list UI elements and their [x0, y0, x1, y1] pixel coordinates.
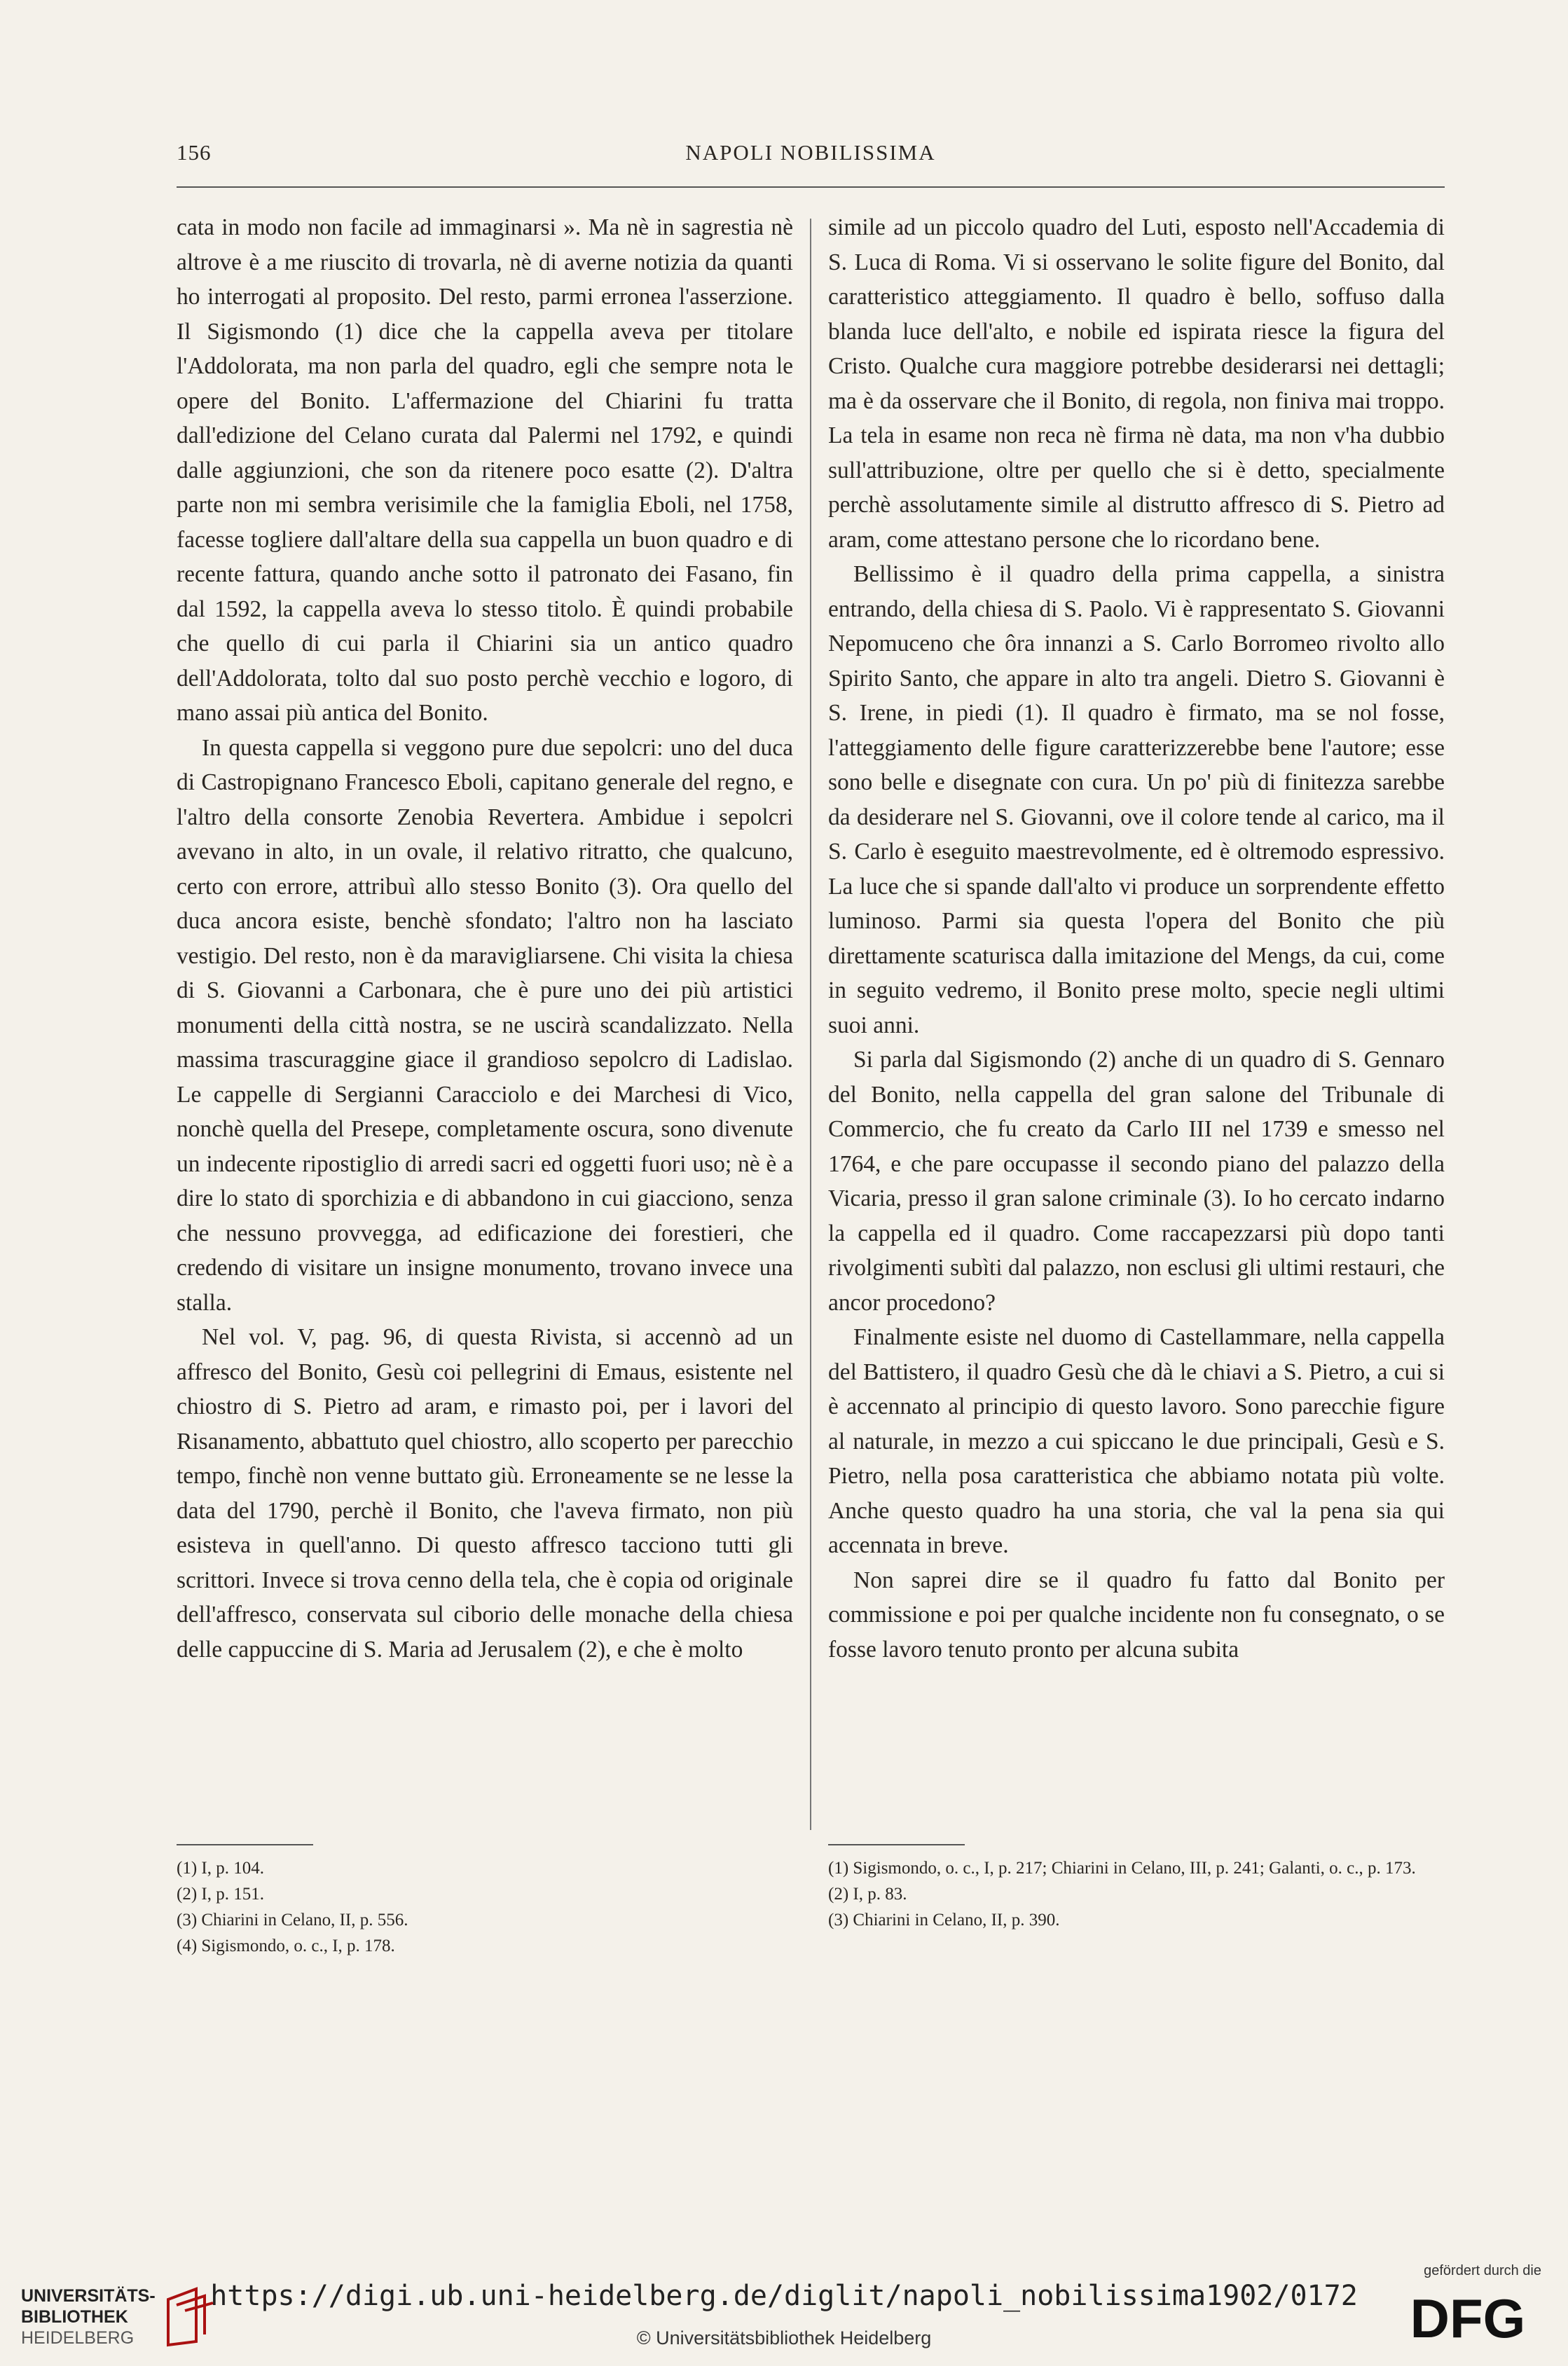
right-column	[828, 210, 1445, 1667]
column-divider	[810, 219, 811, 1830]
dfg-logo-mark	[1394, 2291, 1541, 2347]
left-column	[177, 210, 793, 1667]
paragraph: Si parla dal Sigismondo (2) anche di un quadro di S. Gennaro del Bonito, nella cappella del gran salone del Tribunale di Commercio, che fu creato da Carlo III nel 1739 e smesso nel 1764, e che pare occupasse il secondo piano del palazzo della Vicaria, presso il gran salone criminale (3). Io ho cercato indarno la cappella ed il quadro. Come raccapezzarsi più dopo tanti rivolgimenti subìti dal palazzo, non esclusi gli ultimi restauri, che ancor procedono?	[828, 1047, 1445, 1316]
footnotes-left	[177, 1855, 793, 1959]
page-number: 156	[177, 140, 212, 165]
footnote: (2) I, p. 83.	[828, 1885, 907, 1904]
footnote: (1) I, p. 104.	[177, 1859, 264, 1878]
paragraph: Bellissimo è il quadro della prima cappella, a sinistra entrando, della chiesa di S. Paolo. Vi è rappresentato S. Giovanni Nepomuceno che ôra innanzi a S. Carlo Borromeo rivolto allo Spirito Santo, che appare in alto tra angeli. Dietro S. Giovanni è S. Irene, in piedi (1). Il quadro è firmato, ma se nol fosse, l'atteggiamento delle figure caratterizzerebbe bene l'autore; esse sono belle e disegnate con cura. Un po' più di finitezza sarebbe da desiderare nel S. Giovanni, ove il colore tende al carico, ma il S. Carlo è eseguito maestrevolmente, ed è oltremodo espressivo. La luce che si spande dall'alto vi produce un sorprendente effetto luminoso. Parmi sia questa l'opera del Bonito che più direttamente scaturisca dalla imitazione del Mengs, da cui, come in seguito vedremo, il Bonito prese molto, specie negli ultimi suoi anni.	[828, 561, 1445, 1038]
copyright-notice: © Universitätsbibliothek Heidelberg	[636, 2327, 932, 2348]
footnote-rule	[828, 1844, 965, 1845]
paragraph: simile ad un piccolo quadro del Luti, esposto nell'Accademia di S. Luca di Roma. Vi si osservano le solite figure del Bonito, dal caratteristico atteggiamento. Il quadro è bello, soffuso dalla blanda luce dell'alto, e nobile ed ispirata riesce la figura del Cristo. Qualche cura maggiore potrebbe desiderarsi nei dettagli; ma è da osservare che il Bonito, di regola, non finiva mai troppo. La tela in esame non reca nè firma nè data, ma non v'ha dubbio sull'attribuzione, oltre per quello che si è detto, specialmente perchè assolutamente simile al distrutto affresco di S. Pietro ad aram, come attestano persone che lo ricordano bene.	[828, 214, 1445, 553]
journal-title: NAPOLI NOBILISSIMA	[685, 140, 936, 165]
footnote: (1) Sigismondo, o. c., I, p. 217; Chiarini in Celano, III, p. 241; Galanti, o. c., p. 173.	[828, 1859, 1416, 1878]
dfg-logo-text: DFG	[1410, 2291, 1526, 2347]
header-rule	[177, 186, 1445, 188]
viewer-footer	[0, 2242, 1568, 2366]
paragraph: In questa cappella si veggono pure due sepolcri: uno del duca di Castropignano Francesco Eboli, capitano generale del regno, e l'altro della consorte Zenobia Revertera. Ambidue i sepolcri avevano in alto, in un ovale, il relativo ritratto, che qualcuno, certo con errore, attribuì allo stesso Bonito (3). Ora quello del duca ancora esiste, benchè sfondato; l'altro non ha lasciato vestigio. Del resto, non è da maravigliarsene. Chi visita la chiesa di S. Giovanni a Carbonara, che è pure uno dei più artistici monumenti della città nostra, se ne uscirà scandalizzato. Nella massima trascuraggine giace il grandioso sepolcro di Ladislao. Le cappelle di Sergianni Caracciolo e dei Marchesi di Vico, nonchè quella del Presepe, completamente oscura, sono divenute un indecente ripostiglio di arredi sacri ed oggetti fuori uso; nè è a dire lo stato di sporchizia e di abbandono in cui giacciono, senza che nessuno provvegga, ad edificazione dei forestieri, che credendo di visitare un insigne monumento, trovano invece una stalla.	[177, 734, 793, 1316]
library-name-line2: BIBLIOTHEK	[21, 2307, 128, 2327]
funded-by-text: gefördert durch die	[1424, 2263, 1541, 2278]
paragraph: Finalmente esiste nel duomo di Castellammare, nella cappella del Battistero, il quadro Gesù che dà le chiavi a S. Pietro, a cui si è accennato al principio di questo lavoro. Sono parecchie figure al naturale, in mezzo a cui spiccano le due principali, Gesù e S. Pietro, nella posa caratteristica che abbiamo notata più volte. Anche questo quadro ha una storia, che val la pena sia qui accennata in breve.	[828, 1324, 1445, 1558]
library-name-line3: HEIDELBERG	[21, 2328, 135, 2348]
footnote-rule	[177, 1844, 313, 1845]
footnote: (3) Chiarini in Celano, II, p. 390.	[828, 1911, 1060, 1930]
paragraph: cata in modo non facile ad immaginarsi ». Ma nè in sagrestia nè altrove è a me riuscito di trovarla, nè di averne notizia da quanti ho interrogati al proposito. Del resto, parmi erronea l'asserzione. Il Sigismondo (1) dice che la cappella aveva per titolare l'Addolorata, ma non parla del quadro, egli che sempre nota le opere del Bonito. L'affermazione del Chiarini fu tratta dall'edizione del Celano curata dal Palermi nel 1792, e quindi dalle aggiunzioni, che son da ritenere poco esatte (2). D'altra parte non mi sembra verisimile che la famiglia Eboli, nel 1758, facesse togliere dall'altare della sua cappella un buon quadro e di recente fattura, quando anche sotto il patronato dei Fasano, fin dal 1592, la cappella aveva lo stesso titolo. È quindi probabile che quello di cui parla il Chiarini sia un antico quadro dell'Addolorata, tolto dal suo posto perchè vecchio e logoro, di mano assai più antica del Bonito.	[177, 214, 793, 726]
paragraph: Nel vol. V, pag. 96, di questa Rivista, si accennò ad un affresco del Bonito, Gesù coi pellegrini di Emaus, esistente nel chiostro di S. Pietro ad aram, e rimasto poi, per i lavori del Risanamento, abbattuto quel chiostro, allo scoperto per parecchio tempo, finchè non venne buttato giù. Erroneamente se ne lesse la data del 1790, perchè il Bonito, che l'aveva firmato, non più esisteva in quell'anno. Di questo affresco tacciono tutti gli scrittori. Invece si trova cenno della tela, che è copia od originale dell'affresco, conservata sul ciborio delle monache della chiesa delle cappuccine di S. Maria ad Jerusalem (2), e che è molto	[177, 1324, 793, 1663]
paragraph: Non saprei dire se il quadro fu fatto dal Bonito per commissione e poi per qualche incidente non fu consegnato, o se fosse lavoro tenuto pronto per alcuna subita	[828, 1567, 1445, 1663]
footnote: (2) I, p. 151.	[177, 1885, 264, 1904]
footnote: (4) Sigismondo, o. c., I, p. 178.	[177, 1937, 395, 1955]
footnote: (3) Chiarini in Celano, II, p. 556.	[177, 1911, 408, 1930]
library-name-line1: UNIVERSITÄTS-	[21, 2286, 156, 2306]
footnotes-right	[828, 1855, 1445, 1933]
dfg-logo[interactable]	[1394, 2263, 1541, 2354]
permalink-url[interactable]: https://digi.ub.uni-heidelberg.de/diglit/napoli_nobilissima1902/0172	[210, 2280, 1358, 2312]
running-head	[177, 140, 1445, 168]
